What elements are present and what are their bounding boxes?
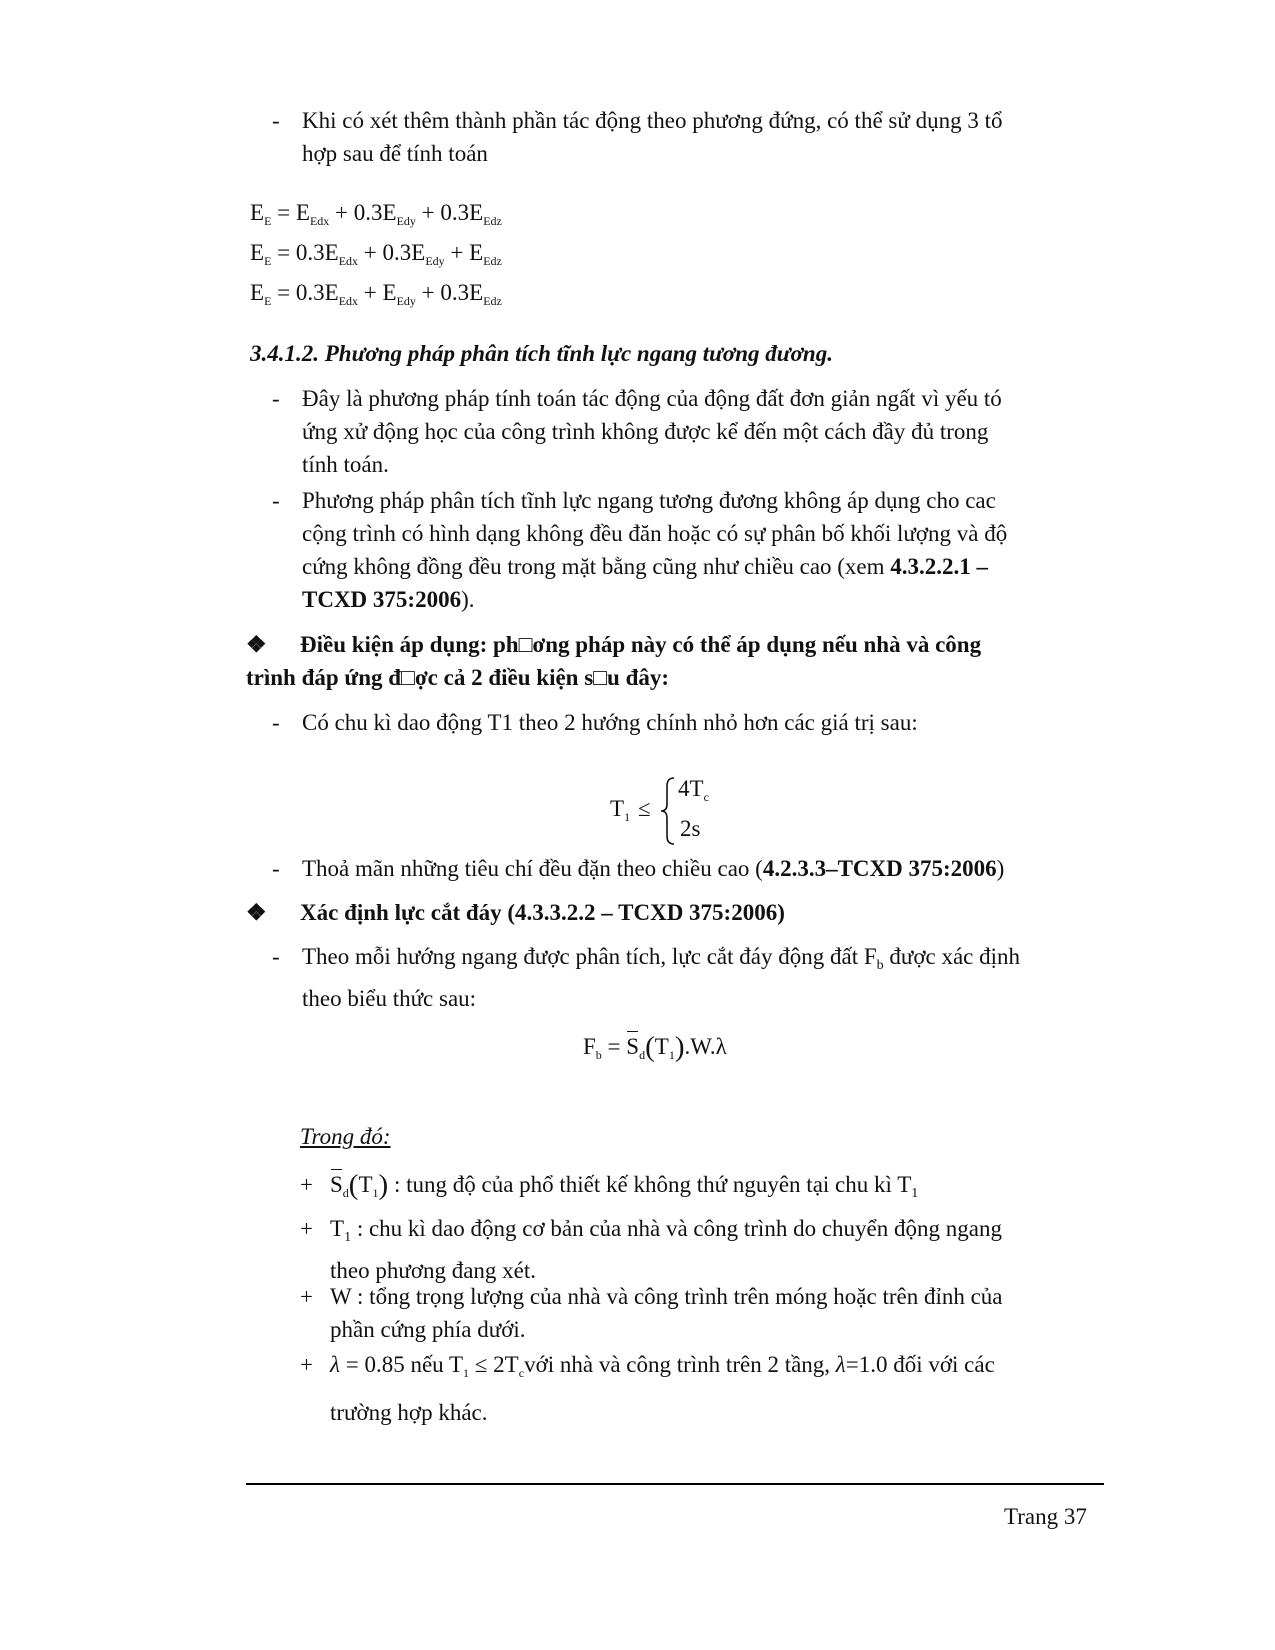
equation-1: $E_E = E_{Edx} + 0.3E_{Edy} + 0.3E_{Edz}$ [250, 200, 502, 228]
text-line: $S_d(T_1)$ : tung độ của phổ thiết kế không thứ nguyên tại chu kì $T_1$ [330, 1169, 919, 1201]
reference-bold: TCXD 375:2006 [302, 587, 462, 612]
text-line: Đây là phương pháp tính toán tác động của động đất đơn giản ngất vì yếu tó [302, 386, 1002, 411]
heading-line: Xác định lực cắt đáy (4.3.3.2.2 – TCXD 375:2006) [300, 900, 785, 925]
text-line: TCXD 375:2006). [302, 587, 475, 612]
equation-3: $E_E = 0.3E_{Edx} + E_{Edy} + 0.3E_{Edz}$ [250, 280, 502, 308]
curly-brace-icon [660, 776, 676, 846]
heading-line: Điều kiện áp dụng: ph□ơng pháp này có thể áp dụng nếu nhà và công [300, 632, 982, 657]
diamond-bullet-icon: ❖ [246, 632, 267, 657]
plus-marker: + [300, 1352, 313, 1377]
text-line: Phương pháp phân tích tĩnh lực ngang tương đương không áp dụng cho cac [302, 488, 996, 513]
formula-top: $4T_c$ [678, 776, 709, 804]
formula-bottom: 2s [680, 816, 701, 841]
footer-divider [246, 1483, 1104, 1485]
dash-marker: - [272, 944, 280, 969]
page-number: Trang 37 [1004, 1504, 1087, 1529]
text-line: hợp sau để tính toán [302, 141, 488, 166]
dash-marker: - [272, 856, 280, 881]
section-heading: 3.4.1.2. Phương pháp phân tích tĩnh lực ngang tương đương. [250, 341, 833, 366]
text-line: ứng xử động học của công trình không được kể đến một cách đầy đủ trong [302, 419, 989, 444]
diamond-bullet-icon: ❖ [246, 900, 267, 925]
plus-marker: + [300, 1216, 313, 1241]
t1-condition-formula [610, 776, 730, 846]
overbar-s: S [626, 1030, 639, 1063]
text-line: theo biểu thức sau: [302, 986, 477, 1011]
text-line: Theo mỗi hướng ngang được phân tích, lực cắt đáy động đất $F_b$ được xác định [302, 944, 1021, 973]
text-line: λ = 0.85 nếu $T_1$ ≤ $2T_cvới$ nhà và công trình trên 2 tầng, λ=1.0 đối với các [330, 1352, 995, 1380]
text-line: phần cứng phía dưới. [330, 1317, 526, 1342]
dash-marker: - [272, 108, 280, 133]
base-shear-formula: $F_b = S_d(T_1).W.\lambda$ [583, 1031, 727, 1063]
equation-2: $E_E = 0.3E_{Edx} + 0.3E_{Edy} + E_{Edz}$ [250, 240, 502, 268]
dash-marker: - [272, 488, 280, 513]
text-line: W : tổng trọng lượng của nhà và công trình trên móng hoặc trên đỉnh của [330, 1284, 1003, 1309]
text-line: $T_1$ : chu kì dao động cơ bản của nhà và công trình do chuyển động ngang [330, 1216, 1002, 1245]
formula-lhs: $T_1$ [610, 796, 631, 824]
dash-marker: - [272, 386, 280, 411]
dash-marker: - [272, 710, 280, 735]
text-line: Khi có xét thêm thành phần tác động theo phương đứng, có thể sử dụng 3 tổ [302, 108, 1003, 133]
text-line: cứng không đồng đều trong mặt bằng cũng như chiều cao (xem 4.3.2.2.1 – [302, 554, 989, 579]
text-line: Có chu kì dao động T1 theo 2 hướng chính nhỏ hơn các giá trị sau: [302, 710, 918, 735]
plus-marker: + [300, 1284, 313, 1309]
formula-op: ≤ [638, 796, 651, 821]
heading-line: trình đáp ứng đ□ợc cả 2 điều kiện s□u đây: [246, 665, 670, 690]
reference-bold: 4.3.2.2.1 – [890, 554, 989, 579]
text-line: tính toán. [302, 452, 389, 477]
text-line: cộng trình có hình dạng không đều đăn hoặc có sự phân bố khối lượng và độ [302, 521, 1008, 546]
where-label: Trong đó: [300, 1124, 391, 1149]
plus-marker: + [300, 1172, 313, 1197]
text-line: Thoả mãn những tiêu chí đều đặn theo chiều cao (4.2.3.3–TCXD 375:2006) [302, 856, 1005, 881]
text-line: theo phương đang xét. [330, 1258, 537, 1283]
text-line: trường hợp khác. [330, 1400, 488, 1425]
reference-bold: 4.2.3.3–TCXD 375:2006 [762, 856, 997, 881]
